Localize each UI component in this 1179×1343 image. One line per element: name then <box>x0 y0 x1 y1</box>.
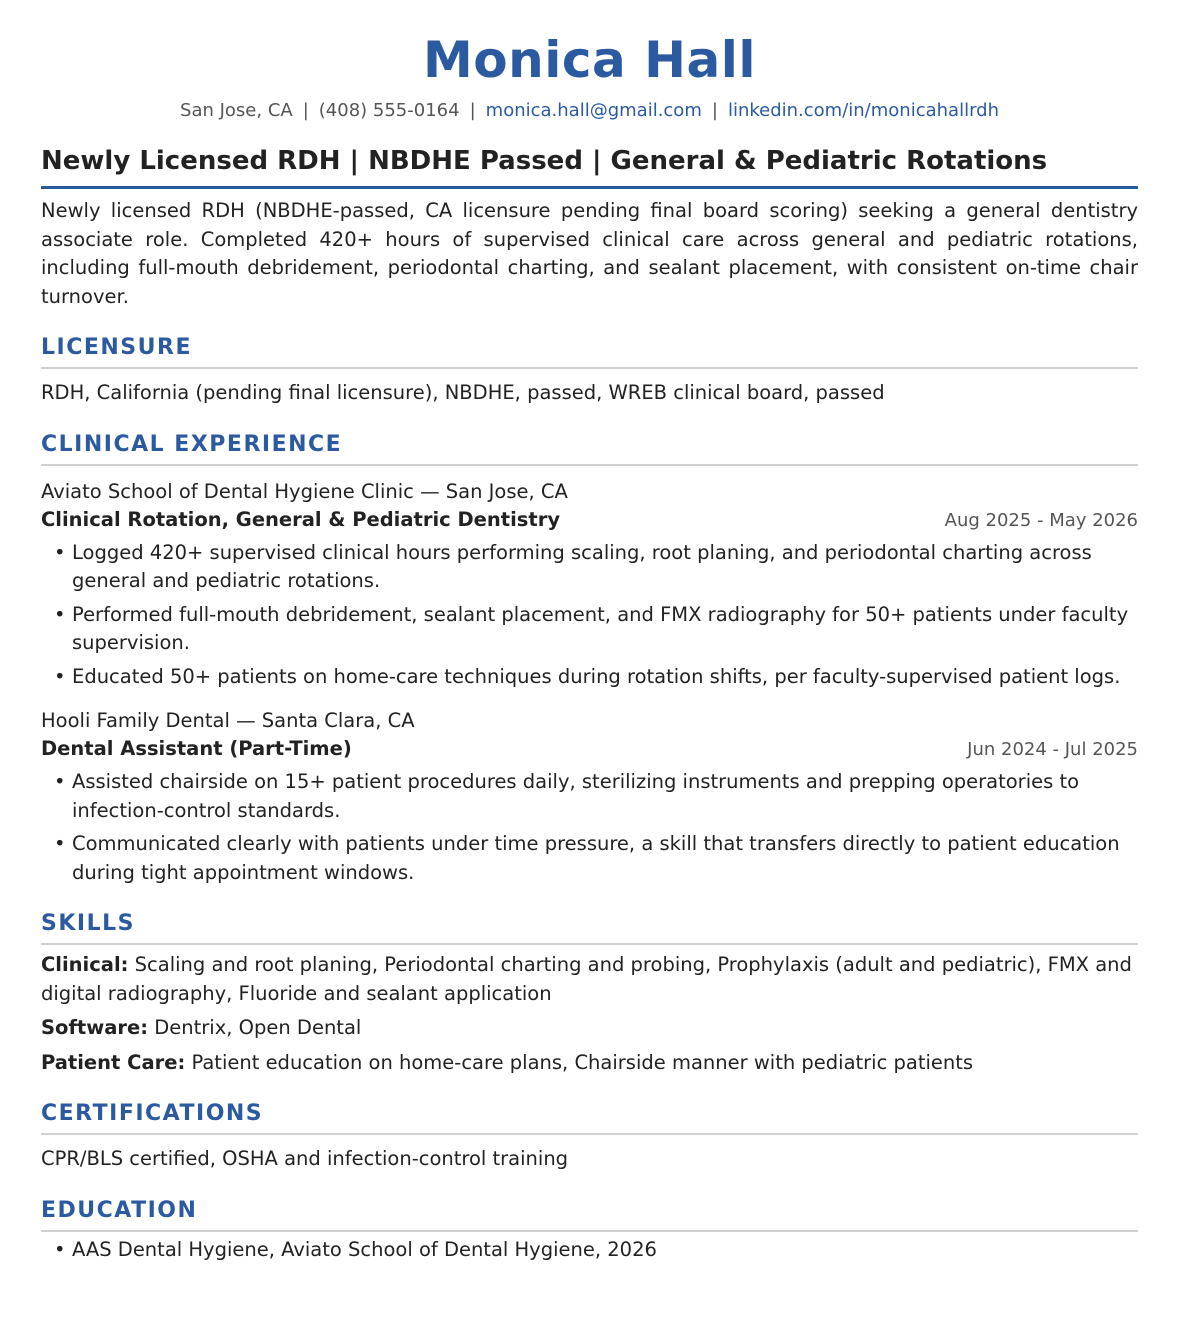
education-list <box>41 1236 1138 1265</box>
job-employer: Hooli Family Dental — Santa Clara, CA <box>41 709 415 732</box>
contact-separator: | <box>302 100 309 121</box>
job-dates: Jun 2024 - Jul 2025 <box>967 739 1138 760</box>
education-item <box>41 1236 1138 1265</box>
job-role: Clinical Rotation, General & Pediatric Dentistry <box>41 507 561 531</box>
skill-text: Scaling and root planing, Periodontal charting and probing, Prophylaxis (adult and pediatric), FMX and digital radiography, Fluoride and sealant application <box>41 953 1132 1005</box>
section-title-education: EDUCATION <box>41 1196 1138 1232</box>
skill-group-patient-care <box>41 1049 1138 1078</box>
skill-group-software <box>41 1014 1138 1043</box>
job-bullet <box>41 663 1138 692</box>
headline: Newly Licensed RDH | NBDHE Passed | General & Pediatric Rotations <box>41 144 1138 189</box>
section-title-licensure: LICENSURE <box>41 333 1138 369</box>
summary-paragraph: Newly licensed RDH (NBDHE-passed, CA licensure pending final board scoring) seeking a general dentistry associate role. Completed 420+ hours of supervised clinical care across general and pediatric rotations, including full-mouth debridement, periodontal charting, and sealant placement, with consistent on-time chair turnover. <box>41 199 1138 308</box>
job-bullet-text: Communicated clearly with patients under time pressure, a skill that transfers directly to patient education during tight appointment windows. <box>72 832 1120 884</box>
candidate-name: Monica Hall <box>423 31 756 89</box>
job-role-row <box>41 735 1138 764</box>
skill-label: Clinical: <box>41 953 129 976</box>
job-bullet-text: Educated 50+ patients on home-care techniques during rotation shifts, per faculty-supervised patient logs. <box>72 664 1121 688</box>
bullet-icon: • <box>54 770 66 793</box>
bullet-icon: • <box>54 1237 66 1261</box>
bullet-icon: • <box>54 832 66 855</box>
job-bullet <box>41 830 1138 887</box>
email-link[interactable]: monica.hall@gmail.com <box>485 100 702 121</box>
job-bullets <box>41 768 1138 887</box>
section-title-certifications: CERTIFICATIONS <box>41 1099 1138 1135</box>
job-bullets <box>41 539 1138 692</box>
job-employer: Aviato School of Dental Hygiene Clinic — San Jose, CA <box>41 479 568 503</box>
job-bullet-text: Logged 420+ supervised clinical hours performing scaling, root planing, and periodontal charting across general and pediatric rotations. <box>72 540 1092 592</box>
job-bullet <box>41 768 1138 825</box>
education-section <box>41 1196 1138 1265</box>
licensure-section <box>41 333 1138 408</box>
job-role-row <box>41 506 1138 535</box>
job-dates: Aug 2025 - May 2026 <box>944 509 1138 531</box>
section-title-experience: CLINICAL EXPERIENCE <box>41 430 1138 466</box>
job-bullet <box>41 601 1138 658</box>
section-title-skills: SKILLS <box>41 909 1138 945</box>
licensure-text: RDH, California (pending final licensure), NBDHE, passed, WREB clinical board, passed <box>41 381 885 404</box>
skills-section <box>41 909 1138 1077</box>
job-bullet <box>41 539 1138 596</box>
linkedin-link[interactable]: linkedin.com/in/monicahallrdh <box>727 100 999 121</box>
contact-phone: (408) 555-0164 <box>318 100 460 121</box>
certifications-section <box>41 1099 1138 1174</box>
contact-separator: | <box>711 100 718 121</box>
skill-group-clinical <box>41 951 1138 1008</box>
contact-location: San Jose, CA <box>180 100 293 121</box>
certifications-text: CPR/BLS certified, OSHA and infection-control training <box>41 1147 569 1170</box>
skill-text: Patient education on home-care plans, Chairside manner with pediatric patients <box>191 1050 974 1074</box>
skill-label: Software: <box>41 1016 149 1039</box>
contact-separator: | <box>469 100 476 121</box>
skill-label: Patient Care: <box>41 1050 186 1074</box>
job-bullet-text: Performed full-mouth debridement, sealant placement, and FMX radiography for 50+ patients under faculty supervision. <box>72 602 1129 654</box>
contact-line <box>41 98 1138 124</box>
education-item-text: AAS Dental Hygiene, Aviato School of Dental Hygiene, 2026 <box>72 1237 657 1261</box>
job-bullet-text: Assisted chairside on 15+ patient procedures daily, sterilizing instruments and prepping operatories to infection-control standards. <box>72 770 1080 822</box>
bullet-icon: • <box>54 664 66 688</box>
job-entry <box>41 478 1138 692</box>
experience-section <box>41 430 1138 888</box>
bullet-icon: • <box>54 602 66 626</box>
bullet-icon: • <box>54 540 66 564</box>
job-role: Dental Assistant (Part-Time) <box>41 737 352 760</box>
job-entry <box>41 707 1138 887</box>
skill-text: Dentrix, Open Dental <box>154 1016 362 1039</box>
